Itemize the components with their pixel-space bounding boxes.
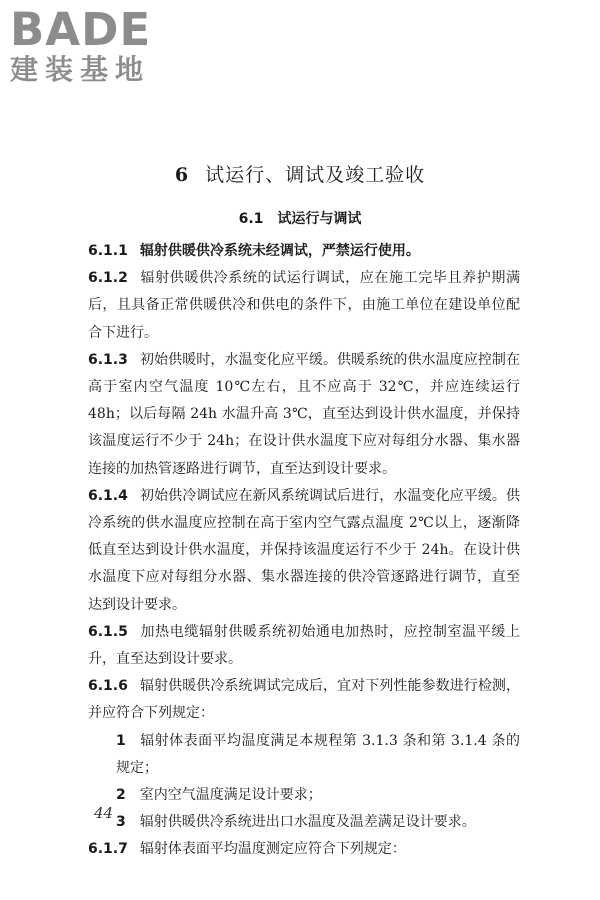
section-heading — [0, 208, 600, 228]
clause-number: 6.1.7 — [88, 841, 128, 858]
chapter-number: 6 — [174, 164, 190, 186]
clause-number: 6.1.1 — [88, 243, 128, 259]
item-number: 3 — [116, 814, 126, 831]
clause-6-1-2 — [88, 265, 520, 347]
clause-text: 辐射供暖供冷系统未经调试，严禁运行使用。 — [139, 243, 420, 259]
item-text: 辐射体表面平均温度满足本规程第 3.1.3 条和第 3.1.4 条的规定； — [116, 732, 520, 776]
clause-6-1-6 — [88, 673, 520, 727]
clause-text: 辐射体表面平均温度测定应符合下列规定： — [139, 841, 406, 858]
clause-number: 6.1.4 — [88, 487, 128, 504]
page-number: 44 — [94, 804, 114, 822]
list-item-3 — [88, 809, 520, 836]
clause-number: 6.1.5 — [88, 623, 128, 640]
clause-number: 6.1.3 — [88, 351, 128, 368]
list-item-2 — [88, 782, 520, 809]
clause-text: 初始供暖时，水温变化应平缓。供暖系统的供水温度应控制在高于室内空气温度 10℃左右，且不应高于 32℃，并应连续运行 48h；以后每隔 24h 水温升高 3℃，直至达到设计供水温度，并保持该温度运行不少于 24h；在设计供水温度下应对每组分水器、集水器连接的加热管逐路进行调节，直至达到设计要求。 — [88, 351, 520, 477]
clause-text: 加热电缆辐射供暖系统初始通电加热时，应控制室温平缓上升，直至达到设计要求。 — [88, 623, 520, 668]
clause-6-1-3 — [88, 347, 520, 483]
clause-6-1-5 — [88, 619, 520, 673]
body-text — [88, 238, 520, 864]
section-number: 6.1 — [238, 211, 264, 227]
clause-text: 辐射供暖供冷系统调试完成后，宜对下列性能参数进行检测，并应符合下列规定： — [88, 678, 520, 722]
clause-text: 初始供冷调试应在新风系统调试后进行，水温变化应平缓。供冷系统的供水温度应控制在高于室内空气露点温度 2℃以上，逐渐降低直至达到设计供水温度，并保持该温度运行不少于 24h。在设计供水温度下应对每组分水器、集水器连接的供冷管逐路进行调节，直至达到设计要求。 — [88, 487, 520, 613]
item-text: 室内空气温度满足设计要求； — [139, 787, 322, 804]
clause-number: 6.1.2 — [88, 270, 128, 287]
clause-6-1-1 — [88, 238, 520, 265]
logo — [10, 3, 152, 86]
clause-number: 6.1.6 — [88, 678, 128, 695]
item-number: 1 — [116, 732, 126, 749]
logo-word: BADE — [10, 3, 152, 56]
logo-subtitle: 建装基地 — [10, 53, 151, 86]
chapter-title: 试运行、调试及竣工验收 — [205, 164, 426, 186]
clause-6-1-7 — [88, 836, 520, 863]
section-title: 试运行与调试 — [277, 211, 362, 227]
chapter-heading — [0, 160, 600, 187]
item-text: 辐射供暖供冷系统进出口水温度及温差满足设计要求。 — [139, 814, 476, 831]
item-number: 2 — [116, 787, 126, 804]
clause-6-1-4 — [88, 483, 520, 619]
list-item-1 — [88, 728, 520, 782]
clause-text: 辐射供暖供冷系统的试运行调试，应在施工完毕且养护期满后，且具备正常供暖供冷和供电的条件下，由施工单位在建设单位配合下进行。 — [88, 270, 520, 341]
